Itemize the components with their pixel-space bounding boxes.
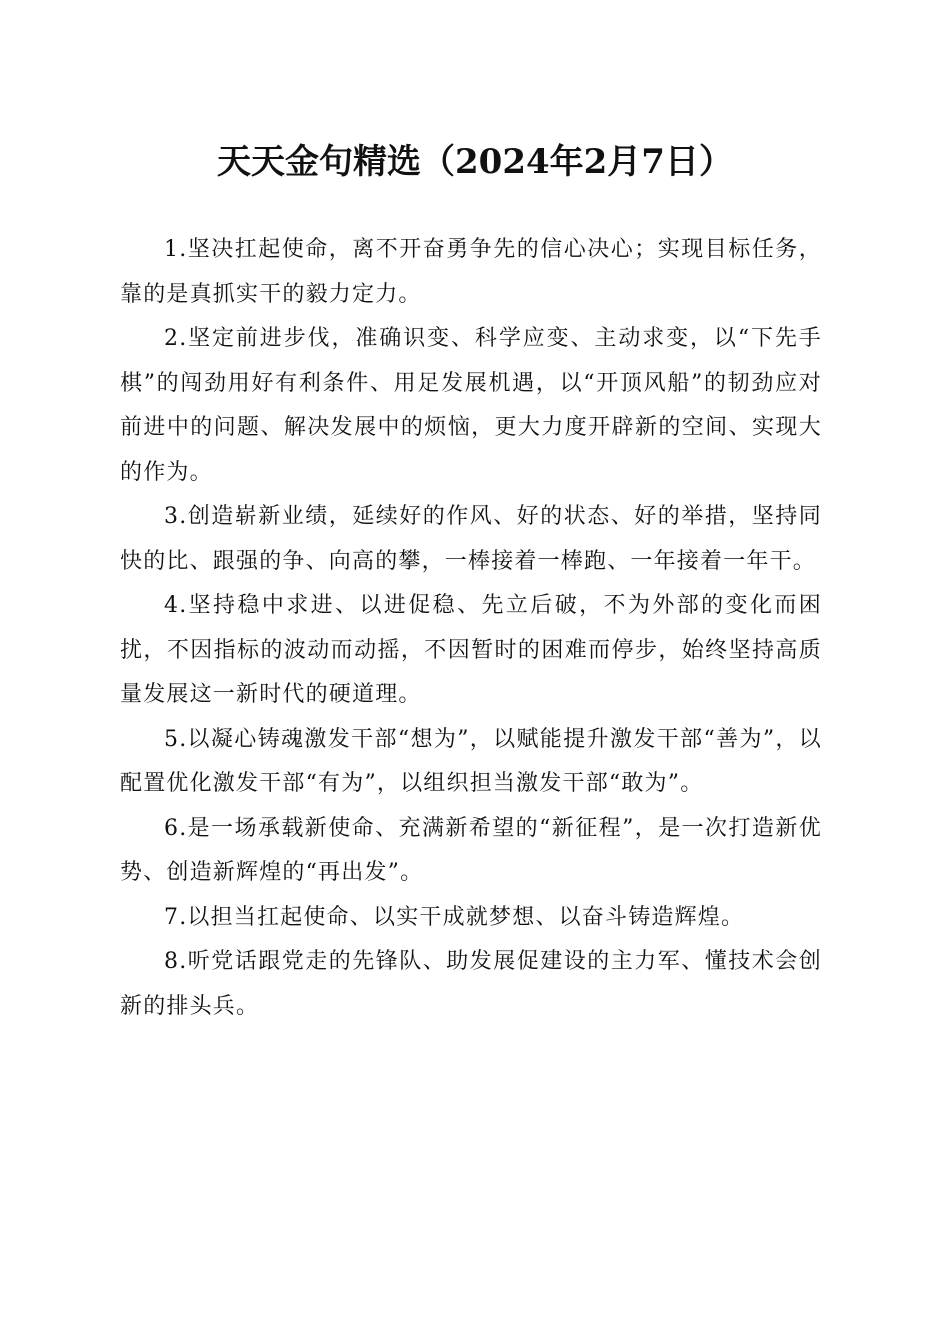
quote-paragraph-4: 4.坚持稳中求进、以进促稳、先立后破，不为外部的变化而困扰，不因指标的波动而动摇，不因暂时的困难而停步，始终坚持高质量发展这一新时代的硬道理。 [120, 593, 822, 707]
quote-paragraph-5: 5.以凝心铸魂激发干部“想为”，以赋能提升激发干部“善为”，以配置优化激发干部“有为”，以组织担当激发干部“敢为”。 [120, 726, 822, 796]
quote-paragraph-7: 7.以担当扛起使命、以实干成就梦想、以奋斗铸造辉煌。 [164, 904, 745, 930]
quote-paragraph-6: 6.是一场承载新使命、充满新希望的“新征程”，是一次打造新优势、创造新辉煌的“再出发”。 [120, 815, 822, 885]
quote-paragraph-2: 2.坚定前进步伐，准确识变、科学应变、主动求变，以“下先手棋”的闯劲用好有利条件、用足发展机遇，以“开顶风船”的韧劲应对前进中的问题、解决发展中的烦恼，更大力度开辟新的空间、实现大的作为。 [120, 326, 822, 485]
quote-paragraph-1: 1.坚决扛起使命，离不开奋勇争先的信心决心；实现目标任务，靠的是真抓实干的毅力定力。 [120, 237, 822, 307]
document-title: 天天金句精选（2024年2月7日） [217, 142, 733, 182]
document-body [120, 228, 822, 1029]
quote-paragraph-3: 3.创造崭新业绩，延续好的作风、好的状态、好的举措，坚持同快的比、跟强的争、向高的攀，一棒接着一棒跑、一年接着一年干。 [120, 504, 822, 574]
quote-paragraph-8: 8.听党话跟党走的先锋队、助发展促建设的主力军、懂技术会创新的排头兵。 [120, 949, 822, 1019]
